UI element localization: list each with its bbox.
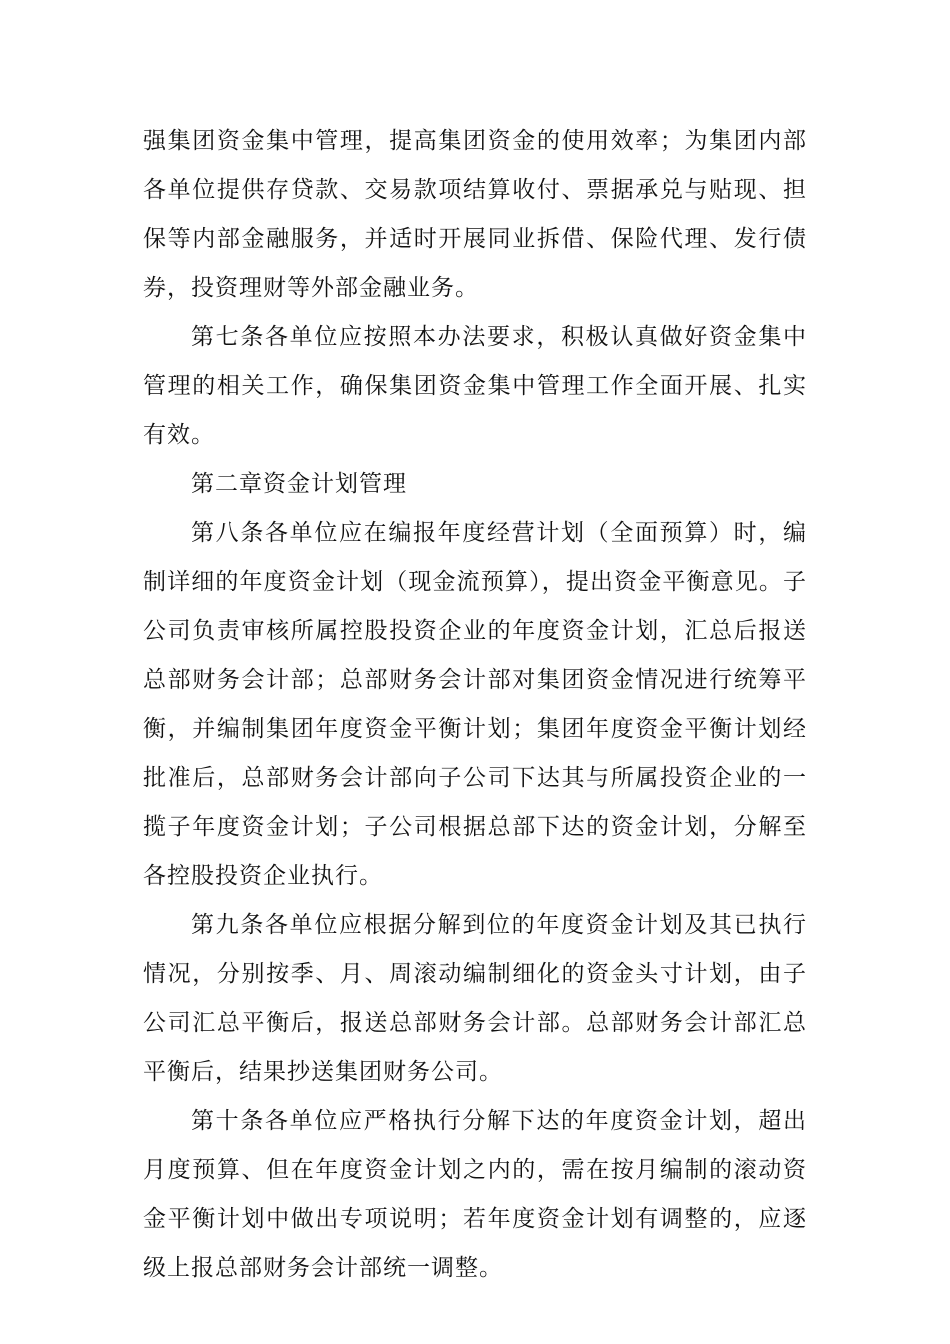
document-body [143, 117, 807, 1293]
chapter-heading: 第二章资金计划管理 [191, 471, 407, 497]
paragraph-article-9: 第九条各单位应根据分解到位的年度资金计划及其已执行情况，分别按季、月、周滚动编制细化的资金头寸计划，由子公司汇总平衡后，报送总部财务会计部。总部财务会计部汇总平衡后，结果抄送集团财务公司。 [143, 912, 807, 1085]
paragraph-article-7: 第七条各单位应按照本办法要求，积极认真做好资金集中管理的相关工作，确保集团资金集中管理工作全面开展、扎实有效。 [143, 324, 807, 448]
paragraph-article-8: 第八条各单位应在编报年度经营计划（全面预算）时，编制详细的年度资金计划（现金流预算），提出资金平衡意见。子公司负责审核所属控股投资企业的年度资金计划，汇总后报送总部财务会计部；总部财务会计部对集团资金情况进行统筹平衡，并编制集团年度资金平衡计划；集团年度资金平衡计划经批准后，总部财务会计部向子公司下达其与所属投资企业的一揽子年度资金计划；子公司根据总部下达的资金计划，分解至各控股投资企业执行。 [143, 520, 807, 889]
paragraph-continuation: 强集团资金集中管理，提高集团资金的使用效率；为集团内部各单位提供存贷款、交易款项结算收付、票据承兑与贴现、担保等内部金融服务，并适时开展同业拆借、保险代理、发行债券，投资理财等外部金融业务。 [143, 128, 807, 301]
paragraph-article-10: 第十条各单位应严格执行分解下达的年度资金计划，超出月度预算、但在年度资金计划之内的，需在按月编制的滚动资金平衡计划中做出专项说明；若年度资金计划有调整的，应逐级上报总部财务会计部统一调整。 [143, 1108, 807, 1281]
